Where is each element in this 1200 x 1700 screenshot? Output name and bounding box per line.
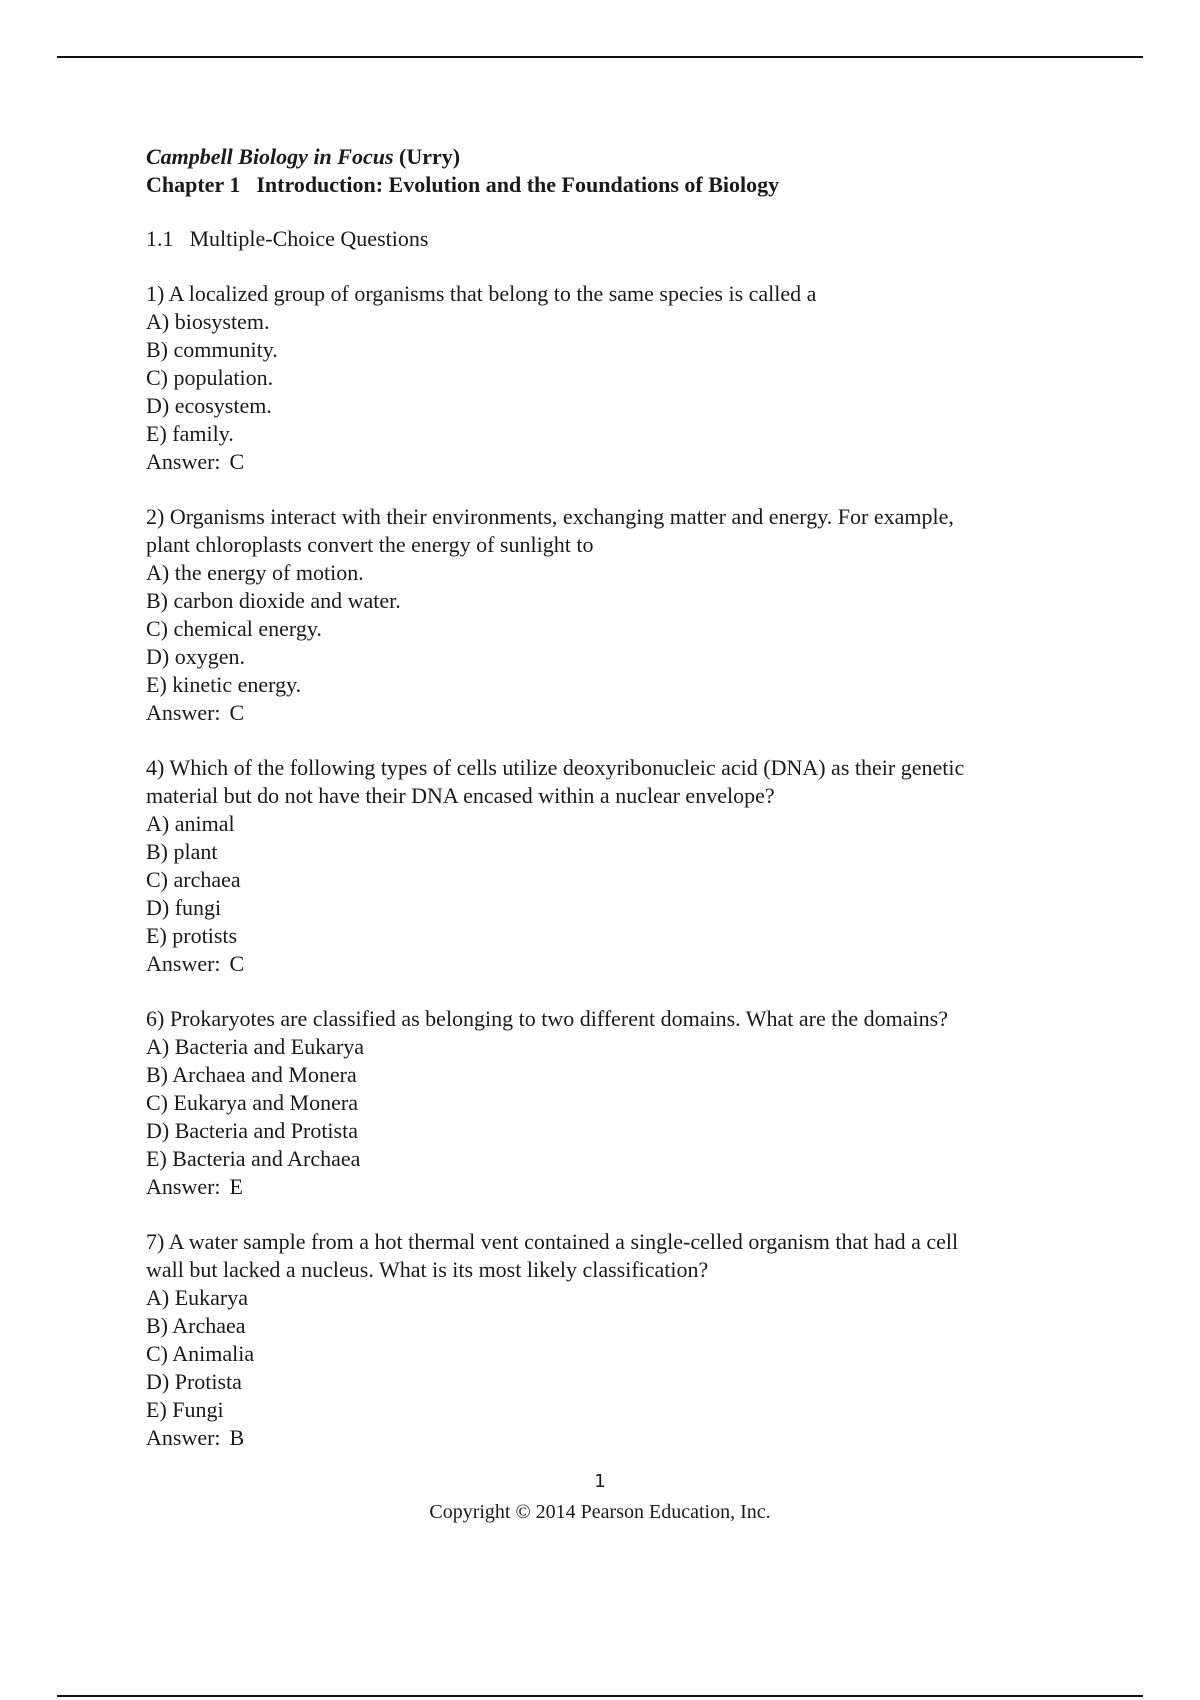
question-text: 4) Which of the following types of cells utilize deoxyribonucleic acid (DNA) as their genetic (146, 755, 965, 780)
option-d: D) fungi (146, 895, 222, 920)
question-text: 6) Prokaryotes are classified as belonging to two different domains. What are the domains? (146, 1006, 948, 1031)
option-b: B) Archaea and Monera (146, 1062, 357, 1087)
option-e: E) Fungi (146, 1397, 224, 1422)
question-text-cont: plant chloroplasts convert the energy of sunlight to (146, 532, 594, 557)
page-number: 1 (594, 1471, 606, 1492)
answer-line (146, 1424, 1106, 1452)
answer-line (146, 1173, 1106, 1201)
answer-line (146, 950, 1106, 978)
option-c: C) Animalia (146, 1341, 255, 1366)
option-a: A) Eukarya (146, 1285, 249, 1310)
question-text-cont: wall but lacked a nucleus. What is its most likely classification? (146, 1257, 709, 1282)
question-7 (146, 1228, 1106, 1452)
option-a: A) the energy of motion. (146, 560, 364, 585)
answer-value: B (229, 1425, 245, 1450)
option-b: B) plant (146, 839, 218, 864)
option-d: D) oxygen. (146, 644, 245, 669)
bottom-rule (57, 1695, 1143, 1697)
section-title: Multiple-Choice Questions (189, 226, 429, 251)
option-e: E) protists (146, 923, 238, 948)
option-c: C) chemical energy. (146, 616, 322, 641)
question-text: 7) A water sample from a hot thermal vent contained a single-celled organism that had a cell (146, 1229, 959, 1254)
answer-label: Answer: (146, 1425, 221, 1450)
option-a: A) Bacteria and Eukarya (146, 1034, 365, 1059)
chapter-title: Introduction: Evolution and the Foundations of Biology (256, 172, 780, 197)
option-a: A) biosystem. (146, 309, 270, 334)
answer-line (146, 448, 1106, 476)
copyright-notice: Copyright © 2014 Pearson Education, Inc. (429, 1501, 771, 1523)
option-d: D) Bacteria and Protista (146, 1118, 358, 1143)
option-c: C) population. (146, 365, 274, 390)
top-rule (57, 56, 1143, 58)
question-4 (146, 754, 1106, 978)
answer-label: Answer: (146, 449, 221, 474)
book-title-line (146, 143, 1106, 171)
answer-value: C (229, 449, 245, 474)
chapter-heading (146, 171, 1106, 199)
answer-line (146, 699, 1106, 727)
option-e: E) kinetic energy. (146, 672, 302, 697)
answer-label: Answer: (146, 700, 221, 725)
option-d: D) ecosystem. (146, 393, 272, 418)
question-2 (146, 503, 1106, 727)
section-heading (146, 225, 1106, 253)
option-c: C) Eukarya and Monera (146, 1090, 358, 1115)
answer-label: Answer: (146, 1174, 221, 1199)
option-b: B) Archaea (146, 1313, 246, 1338)
question-1 (146, 280, 1106, 476)
answer-label: Answer: (146, 951, 221, 976)
document-body (146, 143, 1106, 1452)
book-author: (Urry) (399, 144, 461, 169)
book-title: Campbell Biology in Focus (146, 144, 394, 169)
option-e: E) family. (146, 421, 234, 446)
option-b: B) community. (146, 337, 278, 362)
section-number: 1.1 (146, 226, 174, 251)
answer-value: C (229, 700, 245, 725)
question-6 (146, 1005, 1106, 1201)
question-text-cont: material but do not have their DNA encased within a nuclear envelope? (146, 783, 775, 808)
question-text: 1) A localized group of organisms that belong to the same species is called a (146, 281, 817, 306)
option-e: E) Bacteria and Archaea (146, 1146, 361, 1171)
option-d: D) Protista (146, 1369, 242, 1394)
option-a: A) animal (146, 811, 235, 836)
chapter-label: Chapter 1 (146, 172, 241, 197)
answer-value: C (229, 951, 245, 976)
question-text: 2) Organisms interact with their environments, exchanging matter and energy. For example, (146, 504, 954, 529)
option-b: B) carbon dioxide and water. (146, 588, 401, 613)
answer-value: E (229, 1174, 243, 1199)
option-c: C) archaea (146, 867, 241, 892)
